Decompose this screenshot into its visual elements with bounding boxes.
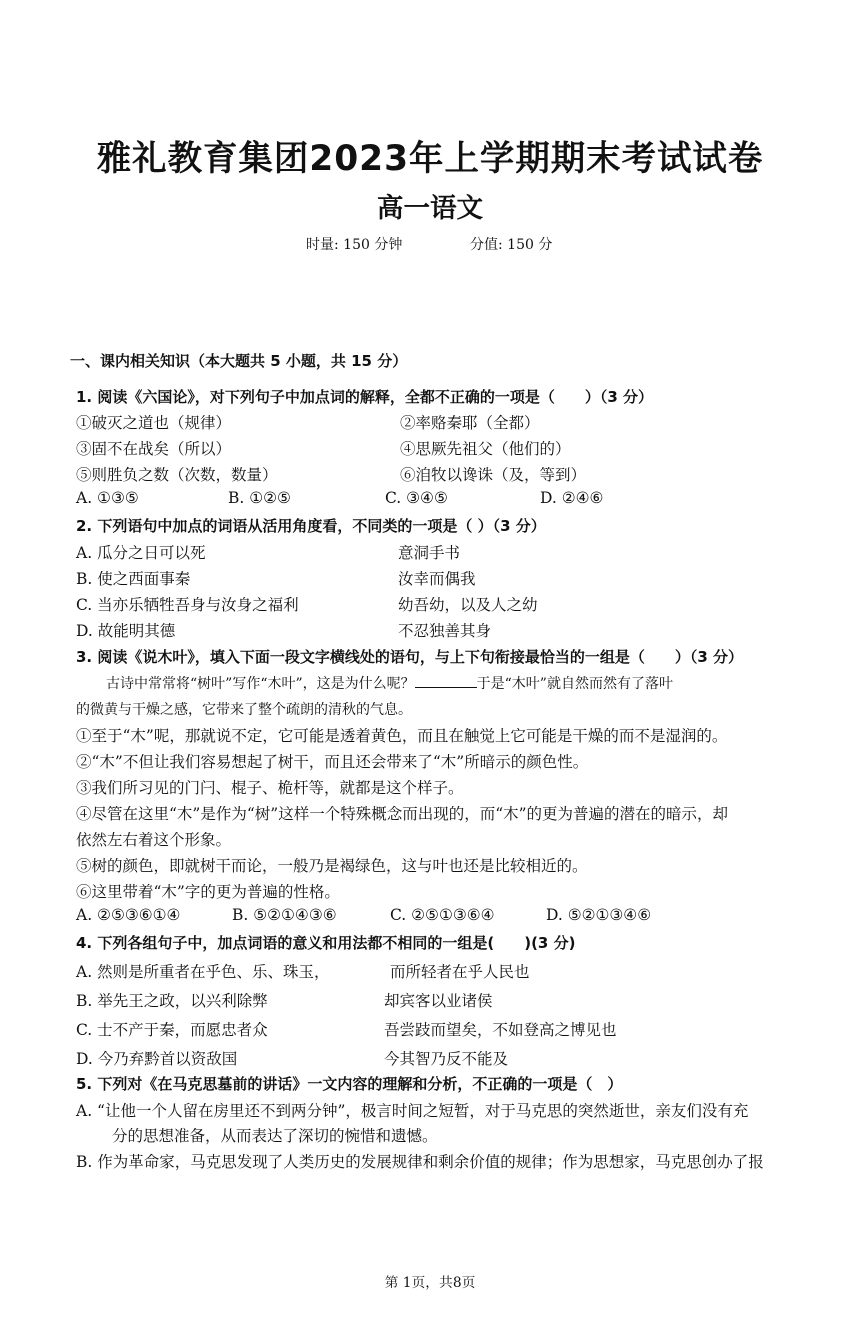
q2-row-d-right: 不忍独善其身 (398, 622, 492, 640)
q3-item-3: ③我们所习见的门闩、棍子、桅杆等，就都是这个样子。 (76, 779, 464, 797)
exam-title: 雅礼教育集团2023年上学期期末考试试卷 (96, 139, 764, 179)
q3-passage-line-1 (106, 673, 673, 693)
question-4-stem: 4. 下列各组句子中，加点词语的意义和用法都不相同的一组是( )(3 分) (76, 934, 576, 952)
q5-option-a-line-1: A. “让他一个人留在房里还不到两分钟”，极言时间之短暂，对于马克思的突然逝世，亲友们没有充 (76, 1102, 749, 1120)
q1-item-6: ⑥洎牧以谗诛（及，等到） (400, 466, 587, 484)
q4-row-c-left: C. 士不产于秦，而愿忠者众 (76, 1021, 268, 1039)
q1-option-d: D. ②④⑥ (540, 489, 604, 507)
q2-row-c-right: 幼吾幼，以及人之幼 (398, 596, 538, 614)
q1-option-b: B. ①②⑤ (228, 489, 291, 507)
q3-item-1: ①至于“木”呢，那就说不定，它可能是透着黄色，而且在触觉上它可能是干燥的而不是湿润的。 (76, 727, 728, 745)
question-5-stem: 5. 下列对《在马克思墓前的讲话》一文内容的理解和分析，不正确的一项是（ ） (76, 1075, 623, 1093)
q1-item-3: ③固不在战矣（所以） (76, 440, 232, 458)
q3-option-a: A. ②⑤③⑥①④ (76, 906, 181, 924)
answer-blank (415, 673, 477, 688)
q2-row-b-left: B. 使之西面事秦 (76, 570, 191, 588)
q2-row-b-right: 汝幸而偶我 (398, 570, 476, 588)
page-number: 第 1页，共8页 (384, 1275, 476, 1291)
q4-row-d-right: 今其智乃反不能及 (384, 1050, 509, 1068)
q3-option-d: D. ⑤②①③④⑥ (546, 906, 652, 924)
q2-row-d-left: D. 故能明其德 (76, 622, 176, 640)
q3-option-b: B. ⑤②①④③⑥ (232, 906, 337, 924)
q3-passage-line-2: 的微黄与干燥之感，它带来了整个疏朗的清秋的气息。 (76, 702, 412, 718)
q1-option-c: C. ③④⑤ (385, 489, 448, 507)
question-1-stem: 1. 阅读《六国论》，对下列句子中加点词的解释，全都不正确的一项是（ ）（3 分） (76, 388, 654, 406)
q4-row-c-right: 吾尝跂而望矣，不如登高之博见也 (384, 1021, 617, 1039)
q2-row-a-right: 意洞手书 (398, 544, 461, 562)
q3-passage-part-1: 古诗中常常将“树叶”写作“木叶”，这是为什么呢？ (106, 676, 415, 692)
q3-item-2: ②“木”不但让我们容易想起了树干，而且还会带来了“木”所暗示的颜色性。 (76, 753, 589, 771)
question-3-stem: 3. 阅读《说木叶》，填入下面一段文字横线处的语句，与上下句衔接最恰当的一组是（ ）（3 分） (76, 648, 744, 666)
exam-total-score: 分值: 150 分 (470, 237, 553, 253)
q3-option-c: C. ②⑤①③⑥④ (390, 906, 495, 924)
q1-item-5: ⑤则胜负之数（次数，数量） (76, 466, 278, 484)
q1-item-4: ④思厥先祖父（他们的） (400, 440, 571, 458)
q3-item-5: ⑤树的颜色，即就树干而论，一般乃是褐绿色，这与叶也还是比较相近的。 (76, 857, 588, 875)
q4-row-d-left: D. 今乃弃黔首以资敌国 (76, 1050, 238, 1068)
q4-row-b-left: B. 举先王之政，以兴利除弊 (76, 992, 268, 1010)
q4-row-b-right: 却宾客以业诸侯 (384, 992, 493, 1010)
q1-item-2: ②率赂秦耶（全都） (400, 414, 540, 432)
q5-option-b-line-1: B. 作为革命家，马克思发现了人类历史的发展规律和剩余价值的规律；作为思想家，马克思创办了报 (76, 1153, 764, 1171)
q2-row-a-left: A. 瓜分之日可以死 (76, 544, 206, 562)
subject-title: 高一语文 (376, 193, 484, 224)
q1-option-a: A. ①③⑤ (76, 489, 139, 507)
q3-passage-part-2: 于是“木叶”就自然而然有了落叶 (476, 676, 673, 692)
q4-row-a-left: A. 然则是所重者在乎色、乐、珠玉， (76, 963, 330, 981)
q4-row-a-right: 而所轻者在乎人民也 (390, 963, 530, 981)
q5-option-a-line-2: 分的思想准备，从而表达了深切的惋惜和遗憾。 (112, 1127, 438, 1145)
q3-item-6: ⑥这里带着“木”字的更为普遍的性格。 (76, 883, 340, 901)
q1-item-1: ①破灭之道也（规律） (76, 414, 232, 432)
exam-duration: 时量: 150 分钟 (306, 237, 403, 253)
q2-row-c-left: C. 当亦乐牺牲吾身与汝身之福利 (76, 596, 299, 614)
q3-item-4: ④尽管在这里“木”是作为“树”这样一个特殊概念而出现的，而“木”的更为普遍的潜在的暗示，却 (76, 805, 729, 823)
section-heading: 一、课内相关知识（本大题共 5 小题，共 15 分） (70, 352, 408, 370)
q3-item-4-cont: 依然左右着这个形象。 (76, 831, 232, 849)
question-2-stem: 2. 下列语句中加点的词语从活用角度看，不同类的一项是（ ）（3 分） (76, 517, 546, 535)
